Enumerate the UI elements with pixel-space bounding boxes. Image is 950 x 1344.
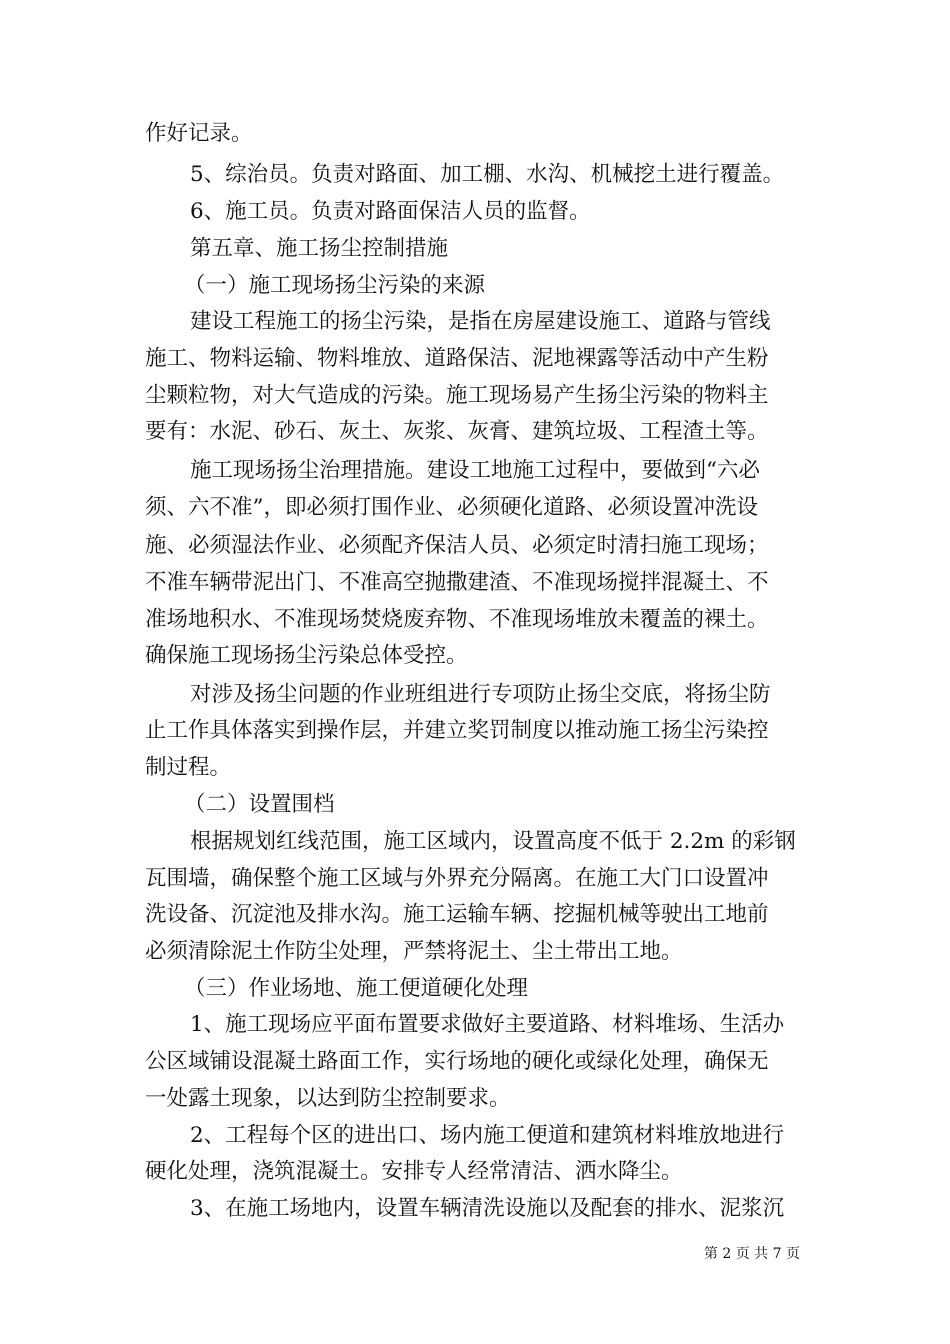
text-line: 对涉及扬尘问题的作业班组进行专项防止扬尘交底，将扬尘防 (190, 682, 771, 707)
page-number-footer: 第 2 页 共 7 页 (703, 1246, 800, 1262)
text-line: 必须清除泥土作防尘处理，严禁将泥土、尘土带出工地。 (145, 939, 683, 964)
text-line: 公区域铺设混凝土路面工作，实行场地的硬化或绿化处理，确保无 (145, 1049, 769, 1074)
text-line: 施、必须湿法作业、必须配齐保洁人员、必须定时清扫施工现场； (145, 533, 769, 558)
text-line: 根据规划红线范围，施工区域内，设置高度不低于 2.2m 的彩钢 (190, 829, 796, 854)
text-line: 6、施工员。负责对路面保洁人员的监督。 (190, 199, 591, 224)
text-line: 作好记录。 (145, 121, 253, 146)
text-line: 不准车辆带泥出门、不准高空抛撒建渣、不准现场搅拌混凝土、不 (145, 570, 769, 595)
text-line: 确保施工现场扬尘污染总体受控。 (145, 643, 468, 668)
text-line: 止工作具体落实到操作层，并建立奖罚制度以推动施工扬尘污染控 (145, 718, 769, 743)
text-line: 施工、物料运输、物料堆放、道路保洁、泥地裸露等活动中产生粉 (145, 346, 769, 371)
text-line: 2、工程每个区的进出口、场内施工便道和建筑材料堆放地进行 (190, 1123, 785, 1148)
text-line: 须、六不准”，即必须打围作业、必须硬化道路、必须设置冲洗设 (145, 495, 758, 520)
text-line: 洗设备、沉淀池及排水沟。施工运输车辆、挖掘机械等驶出工地前 (145, 902, 769, 927)
text-line: 1、施工现场应平面布置要求做好主要道路、材料堆场、生活办 (190, 1012, 785, 1037)
subsection-heading: （一）施工现场扬尘污染的来源 (184, 273, 486, 298)
subsection-heading: （二）设置围档 (184, 792, 335, 817)
text-line: 3、在施工场地内，设置车辆清洗设施以及配套的排水、泥浆沉 (190, 1196, 785, 1221)
text-line: 要有：水泥、砂石、灰土、灰浆、灰膏、建筑垃圾、工程渣土等。 (145, 419, 769, 444)
text-line: 准场地积水、不准现场焚烧废弃物、不准现场堆放未覆盖的裸土。 (145, 607, 769, 632)
text-line: 瓦围墙，确保整个施工区域与外界充分隔离。在施工大门口设置冲 (145, 866, 769, 891)
text-line: 建设工程施工的扬尘污染，是指在房屋建设施工、道路与管线 (190, 309, 771, 334)
text-line: 一处露土现象，以达到防尘控制要求。 (145, 1086, 511, 1111)
section-heading: 第五章、施工扬尘控制措施 (190, 236, 449, 261)
text-line: 尘颗粒物，对大气造成的污染。施工现场易产生扬尘污染的物料主 (145, 383, 769, 408)
subsection-heading: （三）作业场地、施工便道硬化处理 (184, 976, 529, 1001)
text-line: 制过程。 (145, 755, 232, 780)
text-line: 施工现场扬尘治理措施。建设工地施工过程中，要做到“六必 (190, 458, 760, 483)
text-line: 硬化处理，浇筑混凝土。安排专人经常清洁、洒水降尘。 (145, 1159, 683, 1184)
text-line: 5、综治员。负责对路面、加工棚、水沟、机械挖土进行覆盖。 (190, 162, 785, 187)
